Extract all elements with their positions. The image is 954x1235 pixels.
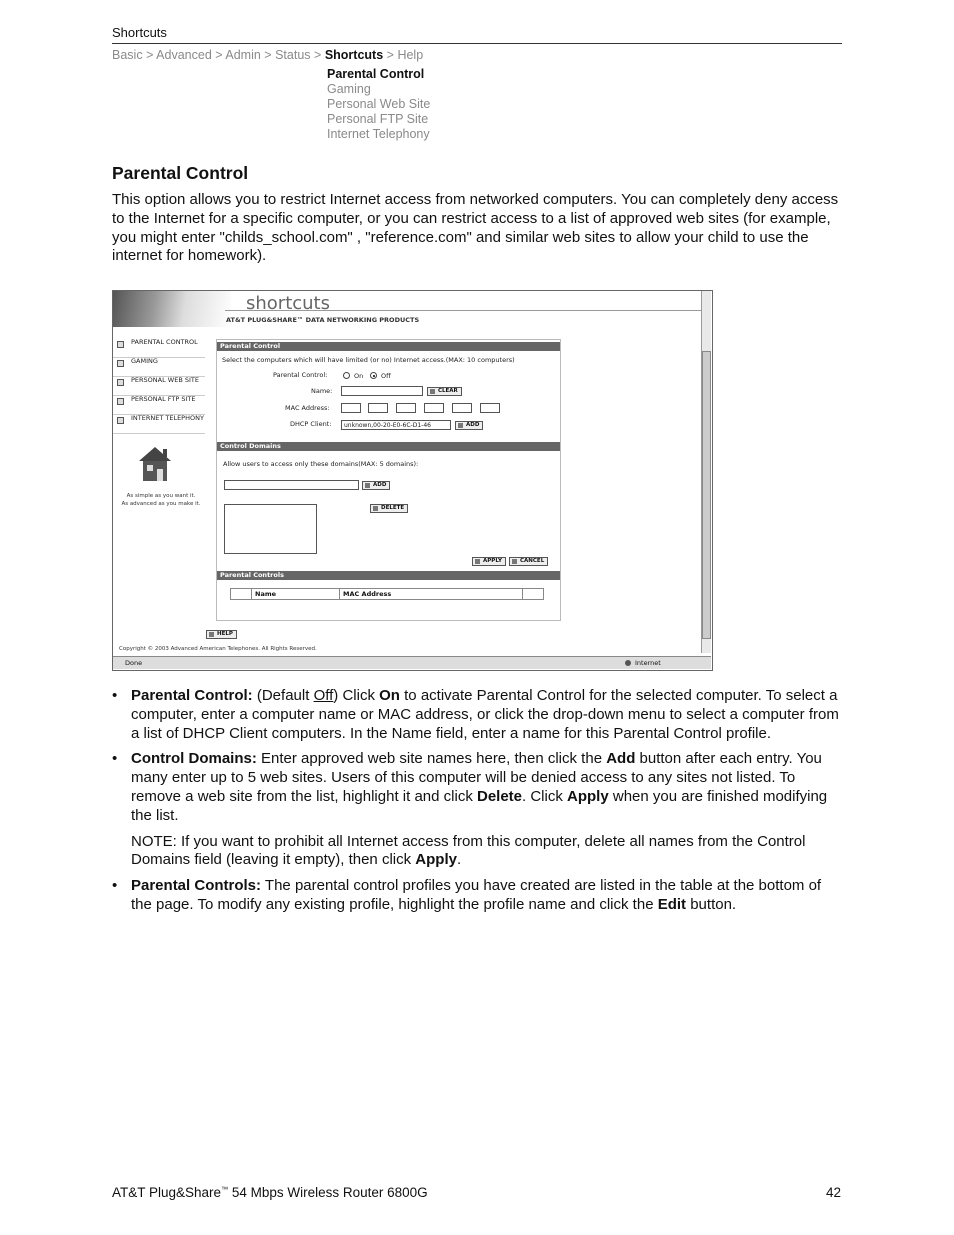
nav-label: PERSONAL WEB SITE xyxy=(131,376,199,384)
motto-line: As advanced as you make it. xyxy=(121,501,201,507)
bullet-term: Parental Control: xyxy=(131,687,253,704)
house-icon xyxy=(135,443,175,483)
breadcrumb-separator: > xyxy=(264,48,272,62)
breadcrumb xyxy=(112,48,423,62)
sublink-parental-control: Parental Control xyxy=(327,67,425,81)
header-divider xyxy=(112,43,842,44)
motto xyxy=(117,492,205,508)
sublink-gaming[interactable]: Gaming xyxy=(327,82,371,96)
vertical-scrollbar[interactable] xyxy=(701,291,711,653)
bullet-term: Parental Controls: xyxy=(131,877,262,895)
bullet-text: button. xyxy=(686,895,737,913)
bullet-text: when you are finished modifying the list. xyxy=(131,787,828,824)
parental-control-label: Parental Control: xyxy=(273,371,328,379)
section-control-domains: Control Domains xyxy=(217,442,560,451)
footer-product xyxy=(112,1185,428,1200)
banner-rule xyxy=(225,310,701,311)
name-input[interactable] xyxy=(341,386,423,396)
status-bar xyxy=(113,656,711,669)
add-domain-button[interactable]: ADD xyxy=(362,481,390,490)
help-button[interactable]: HELP xyxy=(206,630,237,639)
status-zone: Internet xyxy=(635,659,661,667)
mac-octet-2[interactable] xyxy=(368,403,388,413)
mac-octet-4[interactable] xyxy=(424,403,444,413)
nav-label: PERSONAL FTP SITE xyxy=(131,395,196,403)
bullet-text: ) Click xyxy=(333,687,380,704)
nav-bullet-icon xyxy=(117,417,124,424)
nav-personal-web-site[interactable] xyxy=(113,377,205,396)
dhcp-select[interactable]: unknown,00-20-E0-6C-D1-46 xyxy=(341,420,451,430)
table-select-column xyxy=(231,589,252,599)
banner xyxy=(113,291,701,329)
clear-button[interactable]: CLEAR xyxy=(427,387,462,396)
breadcrumb-advanced[interactable]: Advanced xyxy=(156,48,212,62)
bullet-text: to activate Parental Control for the selected computer. To select a computer, enter a computer name or MAC address, or click the drop-down menu to select a computer from a list of DHCP Client computers. In the Name field, enter a name for this Parental Control profile. xyxy=(131,687,839,742)
table-header-name: Name xyxy=(252,589,340,599)
bullet-keyword: Apply xyxy=(567,787,609,805)
bullet-text: The parental control profiles you have created are listed in the table at the bottom of the page. To modify any existing profile, highlight the profile name and click the xyxy=(131,877,822,913)
page-heading: Parental Control xyxy=(112,163,249,183)
side-nav xyxy=(113,339,205,434)
breadcrumb-separator: > xyxy=(386,48,394,62)
nav-bullet-icon xyxy=(117,360,124,367)
section-title: Shortcuts xyxy=(112,25,167,40)
cancel-button[interactable]: CANCEL xyxy=(509,557,548,566)
trademark: ™ xyxy=(221,1186,229,1194)
globe-icon xyxy=(625,660,631,666)
add-client-button[interactable]: ADD xyxy=(455,421,483,430)
banner-tagline: AT&T PLUG&SHARE™ DATA NETWORKING PRODUCTS xyxy=(226,316,420,324)
nav-bullet-icon xyxy=(117,398,124,405)
table-header-mac: MAC Address xyxy=(340,589,523,599)
sublink-personal-web-site[interactable]: Personal Web Site xyxy=(327,97,431,111)
bullet-mark: • xyxy=(112,750,118,768)
nav-label: INTERNET TELEPHONY xyxy=(131,414,204,422)
domains-description: Allow users to access only these domains(MAX: 5 domains): xyxy=(223,460,419,468)
apply-button[interactable]: APPLY xyxy=(472,557,506,566)
status-done: Done xyxy=(125,659,143,667)
bullet-keyword: Edit xyxy=(657,895,687,913)
sublink-personal-ftp-site[interactable]: Personal FTP Site xyxy=(327,112,429,126)
note-paragraph xyxy=(112,833,844,871)
bullet-keyword: Delete xyxy=(476,787,523,805)
footer-brand: AT&T Plug&Share xyxy=(112,1185,222,1200)
radio-on[interactable] xyxy=(343,372,350,379)
list-item xyxy=(112,750,844,825)
mac-octet-3[interactable] xyxy=(396,403,416,413)
section-description: Select the computers which will have limited (or no) Internet access.(MAX: 10 computers) xyxy=(222,356,515,364)
section-parental-control: Parental Control xyxy=(217,342,560,351)
motto-line: As simple as you want it. xyxy=(126,493,196,499)
sub-navigation xyxy=(327,67,430,142)
shortcuts-logo: shortcuts xyxy=(246,293,330,314)
breadcrumb-admin[interactable]: Admin xyxy=(225,48,261,62)
delete-domain-button[interactable]: DELETE xyxy=(370,504,408,513)
page-number: 42 xyxy=(826,1185,842,1200)
bullet-list xyxy=(112,687,844,922)
radio-off[interactable] xyxy=(370,372,377,379)
bullet-default: Off xyxy=(313,687,334,704)
radio-on-label: On xyxy=(354,372,364,380)
nav-personal-ftp-site[interactable] xyxy=(113,396,205,415)
dhcp-label: DHCP Client: xyxy=(290,420,332,428)
nav-label: PARENTAL CONTROL xyxy=(131,338,198,346)
router-ui-screenshot xyxy=(112,290,713,671)
list-item xyxy=(112,687,844,743)
note-keyword: Apply xyxy=(415,851,457,869)
profiles-table xyxy=(230,588,544,600)
copyright: Copyright © 2003 Advanced American Telephones. All Rights Reserved. xyxy=(119,646,317,652)
domain-list[interactable] xyxy=(224,504,317,554)
nav-bullet-icon xyxy=(117,379,124,386)
content-panel xyxy=(216,339,561,621)
note-text: NOTE: If you want to prohibit all Internet access from this computer, delete all names from the Control Domains field (leaving it empty), then click xyxy=(131,832,806,869)
mac-octet-1[interactable] xyxy=(341,403,361,413)
breadcrumb-help[interactable]: Help xyxy=(397,48,424,62)
bullet-text: . Click xyxy=(522,787,568,805)
bullet-text: button after each entry. You many enter up to 5 web sites. Users of this computer will be denied access to any sites not listed. To remove a web site from the list, highlight it and click xyxy=(131,750,822,805)
bullet-keyword: Add xyxy=(606,750,636,768)
bullet-text: Enter approved web site names here, then click the xyxy=(256,750,607,768)
breadcrumb-status[interactable]: Status xyxy=(275,48,311,62)
domain-input[interactable] xyxy=(224,480,359,490)
nav-bullet-icon xyxy=(117,341,124,348)
footer-model: 54 Mbps Wireless Router 6800G xyxy=(228,1185,428,1200)
sublink-internet-telephony[interactable]: Internet Telephony xyxy=(327,127,430,141)
bullet-mark: • xyxy=(112,877,118,895)
breadcrumb-separator: > xyxy=(146,48,154,62)
intro-paragraph: This option allows you to restrict Internet access from networked computers. You can completely deny access to the Internet for a specific computer, or you can restrict access to a list of approved web sites (for example, you might enter "childs_school.com" , "reference.com" and similar web sites to allow your child to use the internet for homework). xyxy=(112,191,839,265)
list-item xyxy=(112,877,844,915)
name-label: Name: xyxy=(311,387,333,395)
scrollbar-thumb[interactable] xyxy=(702,351,711,639)
nav-label: GAMING xyxy=(131,357,158,365)
mac-octet-5[interactable] xyxy=(452,403,472,413)
bullet-keyword: On xyxy=(379,687,400,704)
breadcrumb-shortcuts: Shortcuts xyxy=(324,48,384,62)
bullet-mark: • xyxy=(112,687,118,704)
nav-gaming[interactable] xyxy=(113,358,205,377)
nav-internet-telephony[interactable] xyxy=(113,415,205,434)
section-parental-controls: Parental Controls xyxy=(217,571,560,580)
radio-off-label: Off xyxy=(381,372,391,380)
nav-parental-control[interactable] xyxy=(113,339,205,358)
breadcrumb-basic[interactable]: Basic xyxy=(112,48,143,62)
banner-photo xyxy=(113,291,231,327)
breadcrumb-separator: > xyxy=(215,48,223,62)
breadcrumb-separator: > xyxy=(314,48,322,62)
note-text: . xyxy=(456,851,462,869)
mac-label: MAC Address: xyxy=(285,404,330,412)
bullet-term: Control Domains: xyxy=(131,750,257,768)
bullet-text: (Default xyxy=(256,687,314,704)
mac-octet-6[interactable] xyxy=(480,403,500,413)
